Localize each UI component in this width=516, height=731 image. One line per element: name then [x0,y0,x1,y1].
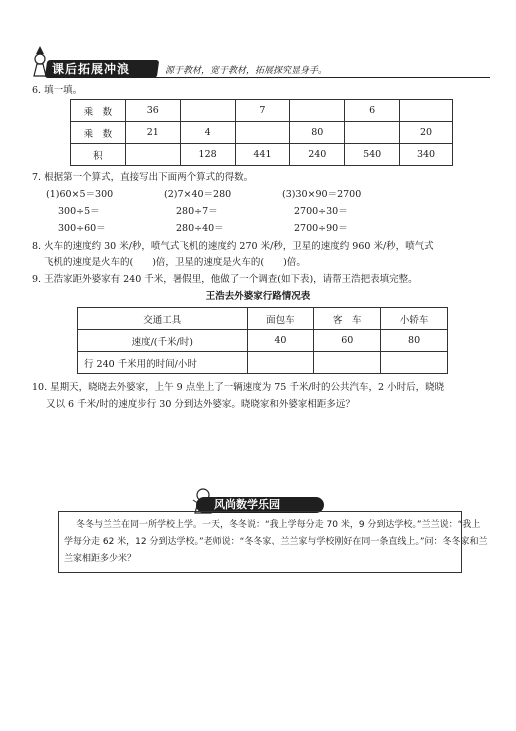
table-cell[interactable] [381,352,448,374]
q7-2-a: 280÷7＝ [176,206,218,217]
q10-line-1: 10. 星期天，晓晓去外婆家，上午 9 点坐上了一辆速度为 75 千米/时的公共汽车，2 小时后，晓晓 [32,382,445,393]
q7-1-a: 300÷5＝ [58,206,100,217]
q7-2-given: (2)7×40＝280 [164,189,232,200]
table-cell: 积 [71,144,126,166]
table-cell: 441 [235,144,290,166]
table-header-cell: 小轿车 [381,308,448,330]
table-header-cell: 客 车 [314,308,381,330]
table-cell: 4 [180,122,235,144]
q9-table-title: 王浩去外婆家行路情况表 [205,291,311,302]
table-cell: 6 [345,100,400,122]
table-cell[interactable] [345,122,400,144]
q6-label: 6. 填一填。 [32,85,83,96]
q7-3-a: 2700÷30＝ [294,206,348,217]
table-row [71,100,453,122]
table-row [71,122,453,144]
table-header-row [78,308,448,330]
q8-line-1: 8. 火车的速度约 30 米/秒，喷气式飞机的速度约 270 米/秒，卫星的速度约 960 米/秒，喷气式 [32,241,434,252]
table-row [78,352,448,374]
table-cell: 340 [400,144,453,166]
q9-table [77,307,448,374]
q7-1-given: (1)60×5＝300 [46,189,114,200]
table-cell: 540 [345,144,400,166]
table-cell: 乘 数 [71,100,126,122]
header-title: 课后拓展冲浪 [52,62,131,76]
table-cell: 20 [400,122,453,144]
table-cell[interactable] [400,100,453,122]
table-row [71,144,453,166]
q7-3-b: 2700÷90＝ [294,223,348,234]
fun-line-3: 兰家相距多少米？ [64,554,137,564]
table-cell: 行 240 千米用的时间/小时 [78,352,248,374]
table-cell: 速度/(千米/时) [78,330,248,352]
table-cell: 128 [180,144,235,166]
table-cell[interactable] [290,100,345,122]
fun-line-2: 学每分走 62 米，12 分到达学校。”老师说：“冬冬家、兰兰家与学校刚好在同一条直线上。”问：冬冬家和兰 [64,537,488,547]
table-cell: 80 [290,122,345,144]
table-cell: 21 [125,122,180,144]
table-cell: 240 [290,144,345,166]
q7-1-b: 300÷60＝ [58,223,106,234]
table-cell: 80 [381,330,448,352]
q7-3-given: (3)30×90＝2700 [282,189,362,200]
header-subtitle: 源于教材，宽于教材，拓展探究显身手。 [165,66,328,76]
q8-line-2: 飞机的速度是火车的( )倍，卫星的速度是火车的( )倍。 [44,257,306,268]
table-cell: 乘 数 [71,122,126,144]
q7-label: 7. 根据第一个算式，直接写出下面两个算式的得数。 [32,172,254,183]
header-rule [150,77,490,78]
fun-line-1: 冬冬与兰兰在同一所学校上学。一天，冬冬说：“我上学每分走 70 米，9 分到达学校。”兰兰说：“我上 [76,520,481,530]
table-header-cell: 面包车 [247,308,314,330]
table-cell: 60 [314,330,381,352]
table-header-cell: 交通工具 [78,308,248,330]
fun-title: 风尚数学乐园 [214,498,280,511]
table-cell[interactable] [314,352,381,374]
q6-table [70,99,453,166]
table-cell: 7 [235,100,290,122]
table-cell[interactable] [180,100,235,122]
q7-2-b: 280÷40＝ [176,223,224,234]
table-cell[interactable] [125,144,180,166]
q9-line-1: 9. 王浩家距外婆家有 240 千米，暑假里，他做了一个调查(如下表)，请帮王浩把表填完整。 [32,274,418,285]
table-cell[interactable] [235,122,290,144]
table-row [78,330,448,352]
q10-line-2: 又以 6 千米/时的速度步行 30 分到达外婆家。晓晓家和外婆家相距多远？ [46,399,355,410]
table-cell: 40 [247,330,314,352]
table-cell[interactable] [247,352,314,374]
table-cell: 36 [125,100,180,122]
